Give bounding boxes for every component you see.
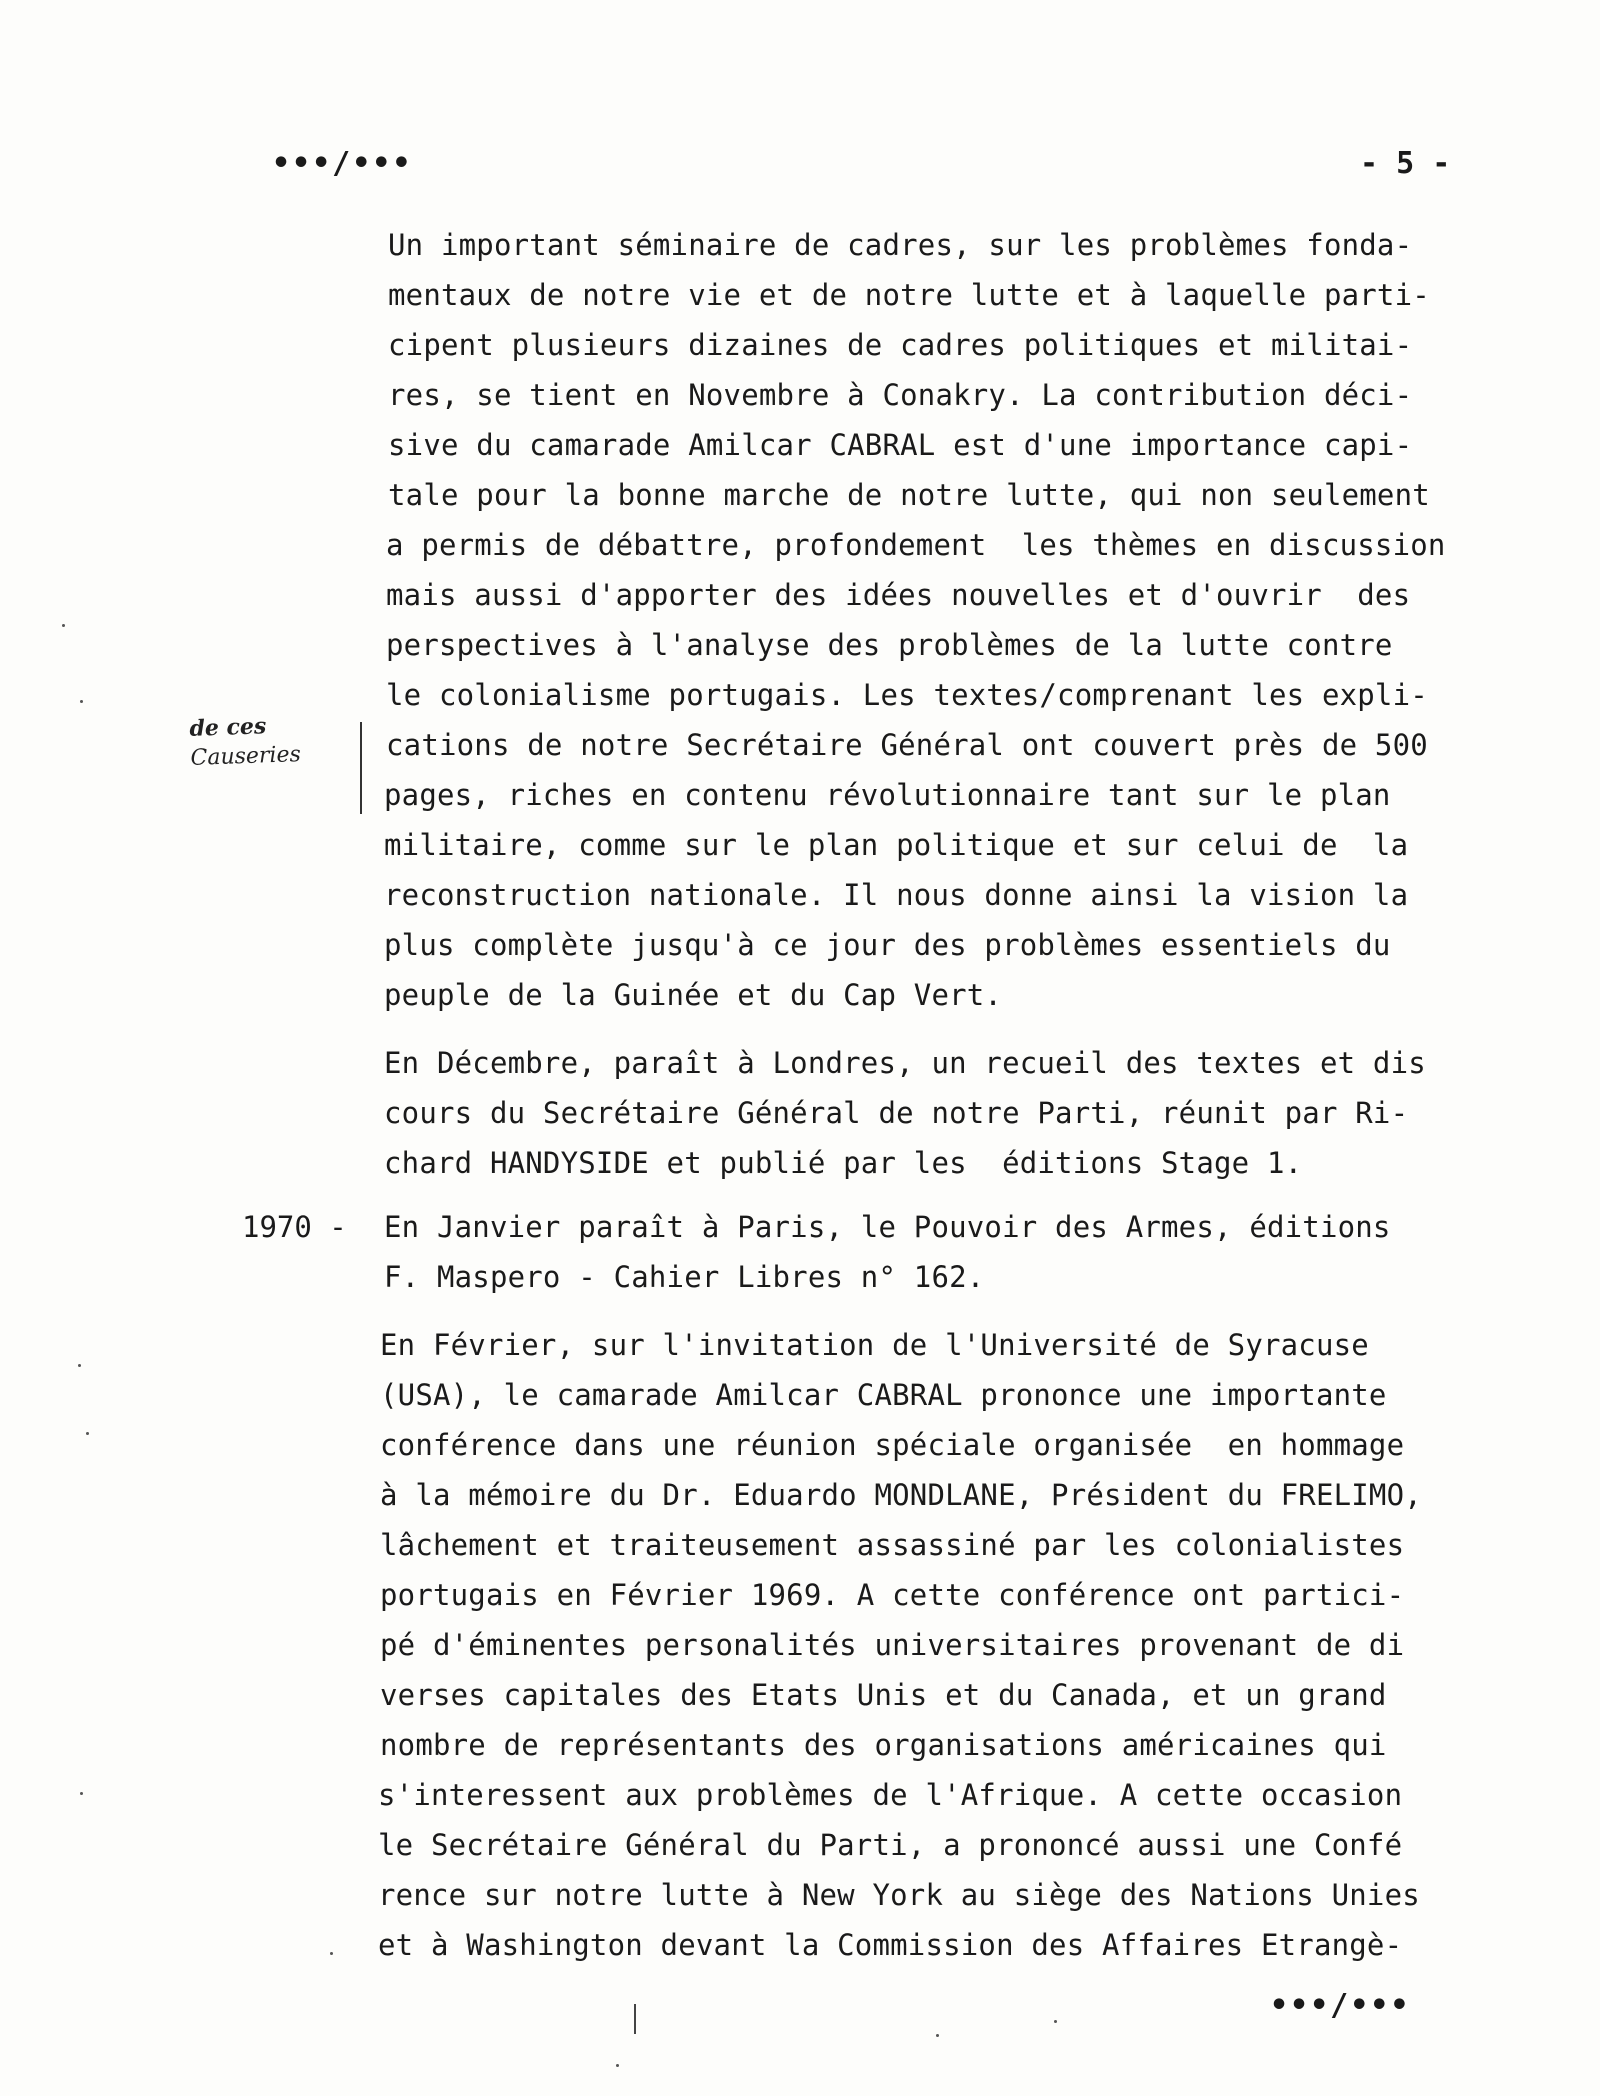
- scan-speck: [80, 700, 83, 703]
- scan-speck: [936, 2034, 939, 2037]
- text-line: F. Maspero - Cahier Libres n° 162.: [384, 1260, 985, 1294]
- text-line: (USA), le camarade Amilcar CABRAL prononce une importante: [380, 1378, 1387, 1412]
- continuation-marker-bottom: •••/•••: [1270, 1988, 1411, 2023]
- scan-speck: [616, 2064, 619, 2067]
- text-line: nombre de représentants des organisations américaines qui: [380, 1728, 1387, 1762]
- text-line: Un important séminaire de cadres, sur les problèmes fonda-: [388, 228, 1413, 262]
- text-line: et à Washington devant la Commission des Affaires Etrangè-: [378, 1928, 1403, 1962]
- text-line: En Janvier paraît à Paris, le Pouvoir des Armes, éditions: [384, 1210, 1391, 1244]
- scan-speck: [80, 1792, 83, 1795]
- scan-speck: [78, 1364, 81, 1367]
- continuation-marker-top: •••/•••: [272, 146, 413, 181]
- text-line: rence sur notre lutte à New York au siège des Nations Unies: [378, 1878, 1420, 1912]
- text-line: cipent plusieurs dizaines de cadres politiques et militai-: [388, 328, 1413, 362]
- scan-speck: [86, 1432, 89, 1435]
- year-label: 1970 -: [242, 1210, 347, 1244]
- margin-note-line-2: Causeries: [190, 742, 302, 771]
- text-line: le Secrétaire Général du Parti, a prononcé aussi une Confé: [378, 1828, 1403, 1862]
- text-line: a permis de débattre, profondement les thèmes en discussion: [386, 528, 1446, 562]
- text-line: militaire, comme sur le plan politique et sur celui de la: [384, 828, 1409, 862]
- scan-speck: [330, 1952, 333, 1955]
- text-line: plus complète jusqu'à ce jour des problèmes essentiels du: [384, 928, 1391, 962]
- text-line: mais aussi d'apporter des idées nouvelles et d'ouvrir des: [386, 578, 1411, 612]
- text-line: le colonialisme portugais. Les textes/comprenant les expli-: [386, 678, 1428, 712]
- text-line: res, se tient en Novembre à Conakry. La contribution déci-: [388, 378, 1413, 412]
- scan-mark: [634, 2004, 636, 2034]
- text-line: lâchement et traiteusement assassiné par les colonialistes: [380, 1528, 1405, 1562]
- text-line: tale pour la bonne marche de notre lutte, qui non seulement: [388, 478, 1430, 512]
- text-line: mentaux de notre vie et de notre lutte et à laquelle parti-: [388, 278, 1430, 312]
- text-line: En Février, sur l'invitation de l'Université de Syracuse: [380, 1328, 1369, 1362]
- page-number: - 5 -: [1360, 146, 1451, 181]
- text-line: sive du camarade Amilcar CABRAL est d'une importance capi-: [388, 428, 1413, 462]
- text-line: chard HANDYSIDE et publié par les éditions Stage 1.: [384, 1146, 1303, 1180]
- text-line: peuple de la Guinée et du Cap Vert.: [384, 978, 1003, 1012]
- text-line: conférence dans une réunion spéciale organisée en hommage: [380, 1428, 1405, 1462]
- text-line: reconstruction nationale. Il nous donne ainsi la vision la: [384, 878, 1409, 912]
- scan-speck: [1054, 2020, 1057, 2023]
- text-line: portugais en Février 1969. A cette conférence ont partici-: [380, 1578, 1405, 1612]
- text-line: pé d'éminentes personalités universitaires provenant de di: [380, 1628, 1405, 1662]
- text-line: pages, riches en contenu révolutionnaire tant sur le plan: [384, 778, 1391, 812]
- text-line: à la mémoire du Dr. Eduardo MONDLANE, Président du FRELIMO,: [380, 1478, 1422, 1512]
- text-line: verses capitales des Etats Unis et du Canada, et un grand: [380, 1678, 1387, 1712]
- margin-bracket: [360, 722, 362, 814]
- scan-speck: [62, 624, 65, 627]
- text-line: cours du Secrétaire Général de notre Parti, réunit par Ri-: [384, 1096, 1409, 1130]
- margin-note-line-1: de ces: [189, 713, 267, 742]
- text-line: En Décembre, paraît à Londres, un recueil des textes et dis: [384, 1046, 1426, 1080]
- text-line: perspectives à l'analyse des problèmes de la lutte contre: [386, 628, 1393, 662]
- text-line: s'interessent aux problèmes de l'Afrique. A cette occasion: [378, 1778, 1403, 1812]
- handwritten-margin-note: [189, 710, 301, 774]
- text-line: cations de notre Secrétaire Général ont couvert près de 500: [386, 728, 1428, 762]
